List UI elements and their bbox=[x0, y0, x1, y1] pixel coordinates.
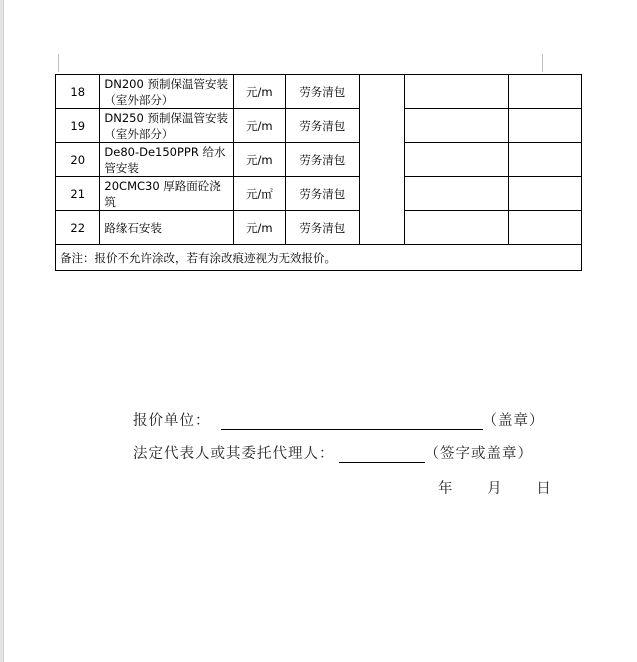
blank-cell bbox=[508, 109, 581, 143]
blank-cell bbox=[404, 143, 508, 177]
blank-cell bbox=[508, 75, 581, 109]
item-name: 路缘石安装 bbox=[100, 211, 233, 245]
blank-cell bbox=[508, 177, 581, 211]
blank-cell bbox=[404, 211, 508, 245]
row-number: 22 bbox=[56, 211, 100, 245]
date-month: 月 bbox=[487, 481, 503, 497]
note-row bbox=[56, 245, 582, 271]
table-row bbox=[56, 109, 582, 143]
representative-line bbox=[133, 442, 533, 463]
quote-unit-line bbox=[133, 409, 545, 430]
representative-label: 法定代表人或其委托代理人： bbox=[133, 446, 335, 462]
blank-cell bbox=[404, 109, 508, 143]
item-name: De80-De150PPR 给水管安装 bbox=[100, 143, 233, 177]
unit-cell: 元/m bbox=[233, 211, 286, 245]
note-text: 备注：报价不允许涂改，若有涂改痕迹视为无效报价。 bbox=[56, 245, 582, 271]
unit-cell: 元/m bbox=[233, 143, 286, 177]
item-name: DN200 预制保温管安装（室外部分） bbox=[100, 75, 233, 109]
item-name: 20CMC30 厚路面砼浇筑 bbox=[100, 177, 233, 211]
table-row bbox=[56, 143, 582, 177]
item-name: DN250 预制保温管安装（室外部分） bbox=[100, 109, 233, 143]
merged-blank-cell bbox=[359, 75, 404, 245]
method-cell: 劳务清包 bbox=[286, 75, 359, 109]
quote-unit-blank[interactable] bbox=[221, 413, 483, 430]
blank-cell bbox=[404, 75, 508, 109]
table-row bbox=[56, 75, 582, 109]
quote-unit-label: 报价单位： bbox=[133, 413, 211, 429]
row-number: 19 bbox=[56, 109, 100, 143]
date-day: 日 bbox=[536, 481, 552, 497]
unit-cell: 元/m bbox=[233, 109, 286, 143]
table-row bbox=[56, 211, 582, 245]
blank-cell bbox=[508, 211, 581, 245]
blank-cell bbox=[404, 177, 508, 211]
crop-mark-right bbox=[542, 54, 543, 72]
crop-mark-left bbox=[58, 54, 59, 72]
unit-cell: 元/㎡ bbox=[233, 177, 286, 211]
unit-cell: 元/m bbox=[233, 75, 286, 109]
row-number: 18 bbox=[56, 75, 100, 109]
date-year: 年 bbox=[438, 481, 454, 497]
method-cell: 劳务清包 bbox=[286, 211, 359, 245]
row-number: 21 bbox=[56, 177, 100, 211]
blank-cell bbox=[508, 143, 581, 177]
method-cell: 劳务清包 bbox=[286, 143, 359, 177]
row-number: 20 bbox=[56, 143, 100, 177]
quote-table bbox=[55, 74, 582, 271]
date-line bbox=[438, 477, 552, 498]
method-cell: 劳务清包 bbox=[286, 109, 359, 143]
representative-suffix: （签字或盖章） bbox=[424, 446, 533, 462]
table-row bbox=[56, 177, 582, 211]
representative-blank[interactable] bbox=[339, 446, 425, 463]
method-cell: 劳务清包 bbox=[286, 177, 359, 211]
quote-unit-suffix: （盖章） bbox=[482, 413, 545, 429]
